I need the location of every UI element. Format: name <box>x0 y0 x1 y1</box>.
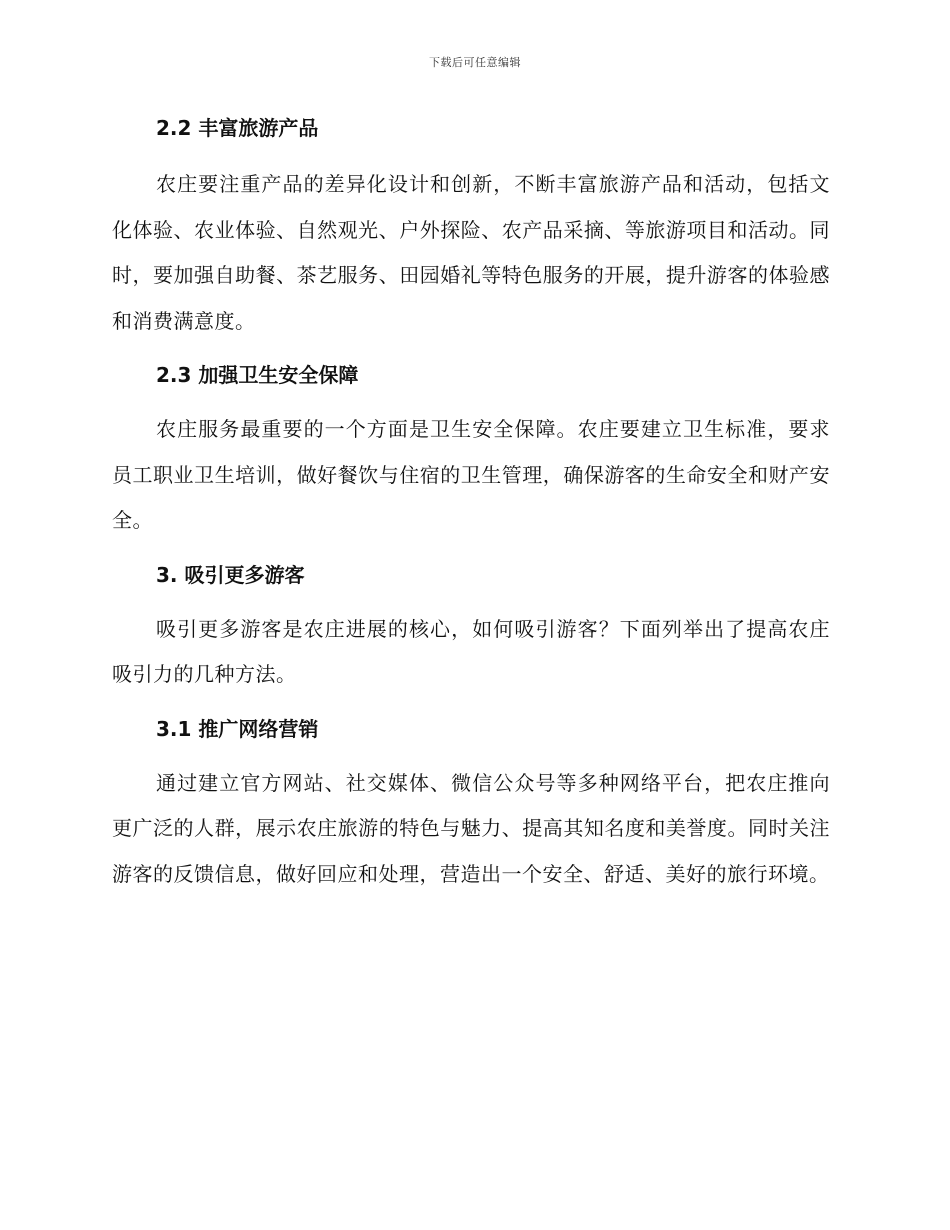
section-heading-3-1: 3.1 推广网络营销 <box>156 716 319 741</box>
document-body <box>112 112 830 897</box>
page-header: 下载后可任意编辑 <box>429 56 521 69</box>
section-heading-2-3: 2.3 加强卫生安全保障 <box>156 363 359 387</box>
section-paragraph-3-1: 通过建立官方网站、社交媒体、微信公众号等多种网络平台，把农庄推向更广泛的人群，展示农庄旅游的特色与魅力、提高其知名度和美誉度。同时关注游客的反馈信息，做好回应和处理，营造出一个安全、舒适、美好的旅行环境。 <box>112 770 830 886</box>
section-heading-3: 3. 吸引更多游客 <box>156 562 305 587</box>
section-paragraph-2-2: 农庄要注重产品的差异化设计和创新，不断丰富旅游产品和活动，包括文化体验、农业体验、自然观光、户外探险、农产品采摘、等旅游项目和活动。同时，要加强自助餐、茶艺服务、田园婚礼等特色服务的开展，提升游客的体验感和消费满意度。 <box>112 172 830 333</box>
section-heading-2-2: 2.2 丰富旅游产品 <box>156 116 319 140</box>
section-paragraph-3: 吸引更多游客是农庄进展的核心，如何吸引游客？下面列举出了提高农庄吸引力的几种方法。 <box>112 616 830 686</box>
section-paragraph-2-3: 农庄服务最重要的一个方面是卫生安全保障。农庄要建立卫生标准，要求员工职业卫生培训，做好餐饮与住宿的卫生管理，确保游客的生命安全和财产安全。 <box>112 417 830 532</box>
